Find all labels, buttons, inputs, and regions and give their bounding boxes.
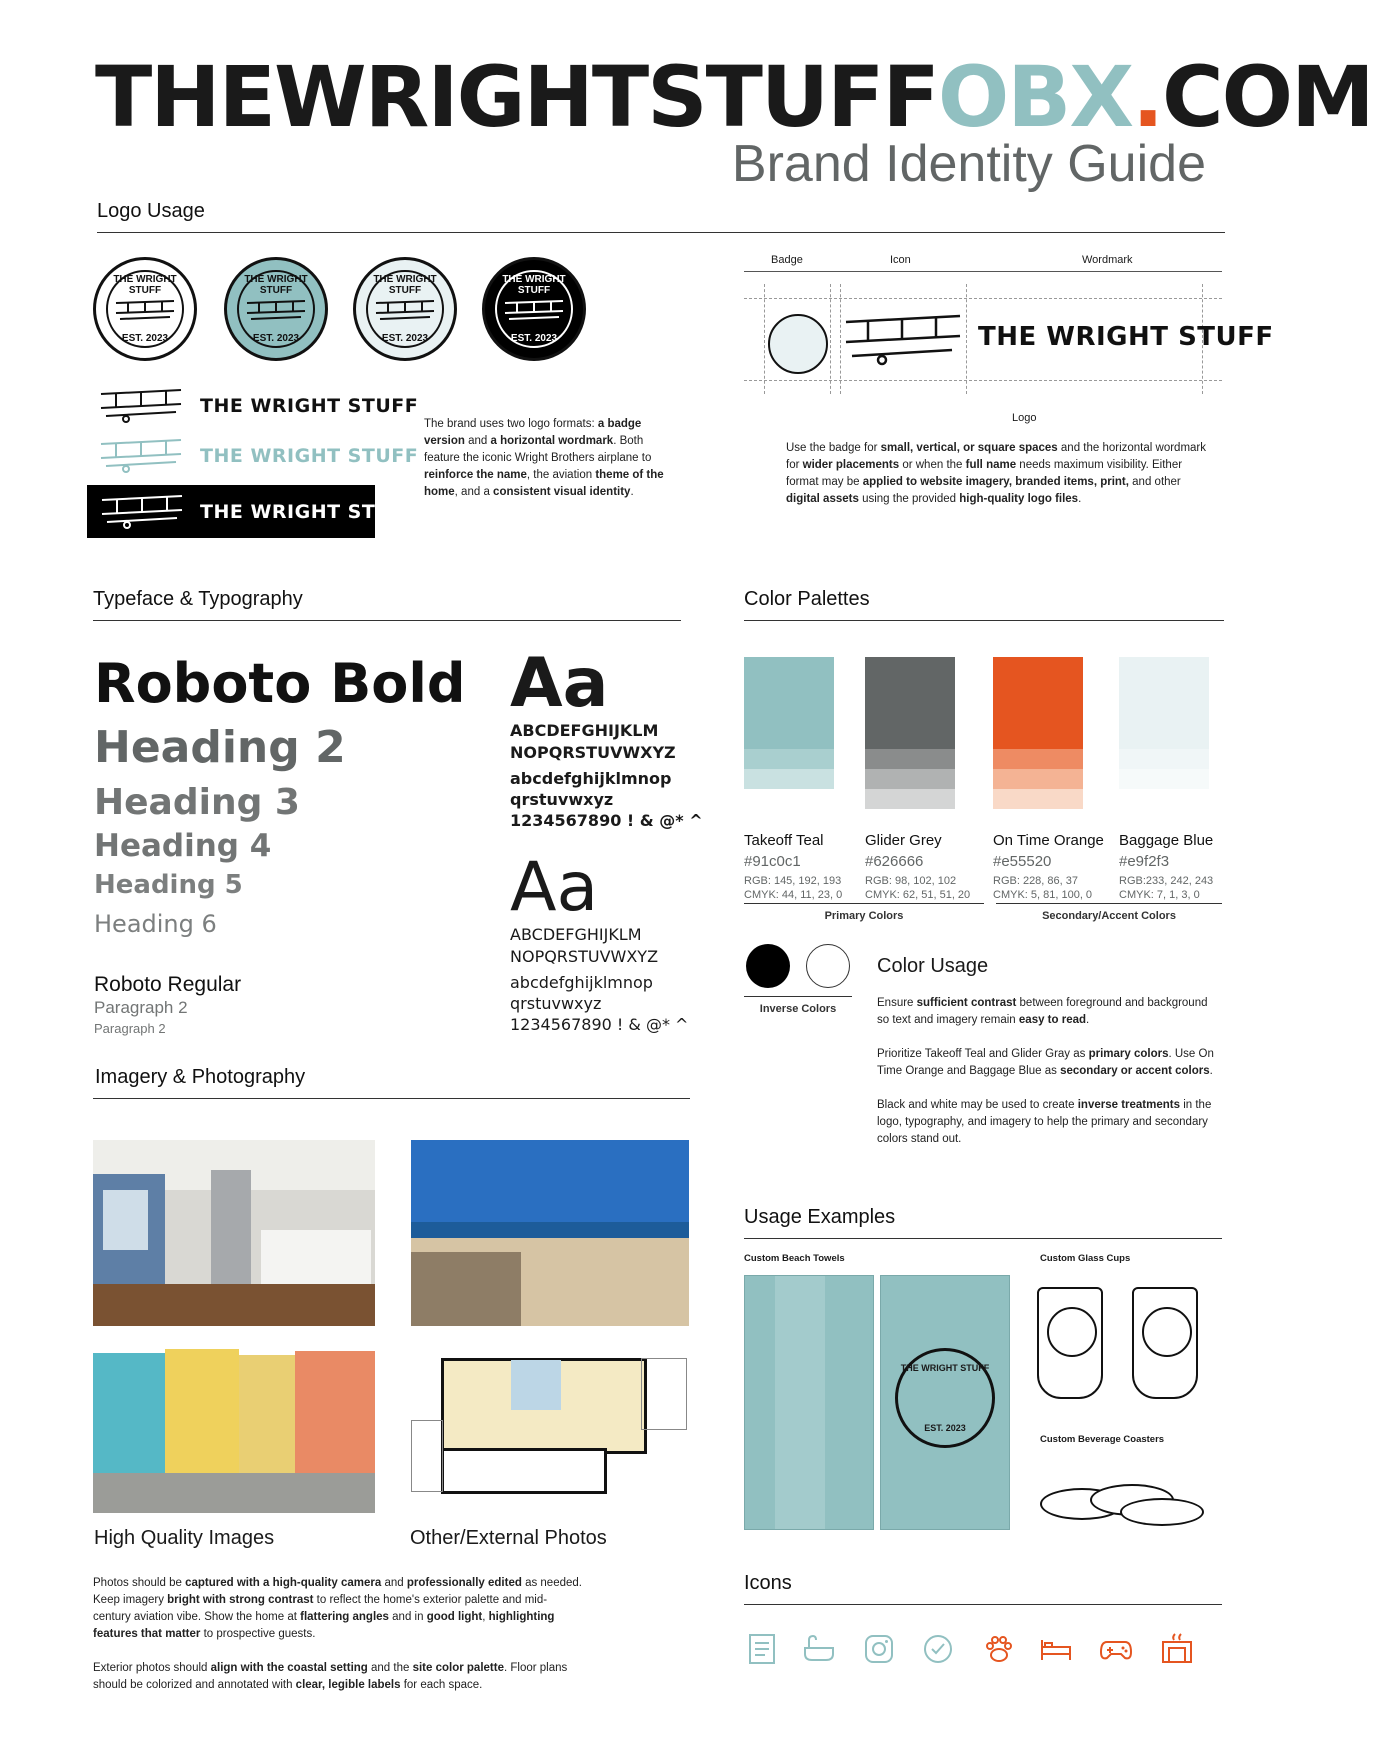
- title-part-com: COM: [1162, 48, 1373, 146]
- badge-top-text: THE WRIGHT STUFF: [113, 274, 177, 296]
- divider: [93, 620, 681, 621]
- badge-top-text: THE WRIGHT STUFF: [373, 274, 437, 296]
- color-info: [993, 832, 1104, 902]
- instagram-icon: [862, 1632, 896, 1666]
- title-part-dot: .: [1132, 48, 1163, 146]
- color-rgb: RGB: 98, 102, 102: [865, 875, 957, 887]
- badge-top-text: THE WRIGHT STUFF: [244, 274, 308, 296]
- towel-badge: THE WRIGHT STUFF EST. 2023: [895, 1348, 995, 1448]
- icons-heading: Icons: [744, 1572, 792, 1594]
- anatomy-wordmark-text: THE WRIGHT STUFF: [978, 322, 1274, 352]
- sample-h2: Heading 2: [94, 722, 346, 773]
- color-hex: #e9f2f3: [1119, 853, 1170, 870]
- anatomy-logo-label: Logo: [1012, 412, 1037, 424]
- divider: [744, 1604, 1222, 1605]
- wordmark-text: THE WRIGHT STUFF: [200, 501, 419, 523]
- divider: [93, 1098, 690, 1099]
- sample-h4: Heading 4: [94, 828, 272, 864]
- color-hex: #e55520: [993, 853, 1052, 870]
- colors-heading: Color Palettes: [744, 588, 870, 610]
- regular-specimen: Aa ABCDEFGHIJKLM NOPQRSTUVWXYZ abcdefghijklmnop qrstuvwxyz 1234567890 ! & @* ^: [510, 848, 689, 1034]
- color-cmyk: CMYK: 7, 1, 3, 0: [1119, 889, 1200, 901]
- coasters-label: Custom Beverage Coasters: [1040, 1434, 1165, 1445]
- airplane-icon: [503, 298, 565, 322]
- beach-towel-back: [744, 1275, 874, 1530]
- divider: [744, 1238, 1222, 1239]
- color-swatch: [744, 657, 834, 789]
- anatomy-labels: [744, 254, 1224, 268]
- airplane-icon: [114, 298, 176, 322]
- anatomy-dimension-line: [744, 271, 1222, 272]
- logo-badge: [482, 257, 586, 361]
- wordmark-inverse: [87, 485, 419, 538]
- check-circle-icon: [921, 1632, 955, 1666]
- logo-badge: [224, 257, 328, 361]
- glass-cup-1: [1037, 1287, 1103, 1399]
- primary-colors-label: Primary Colors: [824, 910, 904, 922]
- color-info: [1119, 832, 1213, 902]
- paw-icon: [982, 1632, 1016, 1666]
- inverse-white-swatch: [806, 944, 850, 988]
- inverse-black-swatch: [746, 944, 790, 988]
- color-tint: [993, 749, 1083, 769]
- color-tint: [865, 789, 955, 809]
- glass-cup-2: [1132, 1287, 1198, 1399]
- color-swatch: [1119, 657, 1209, 789]
- typography-heading: Typeface & Typography: [93, 588, 303, 610]
- hq-images-label: High Quality Images: [94, 1527, 275, 1549]
- sample-h6: Heading 6: [94, 910, 217, 938]
- beach-photo: [411, 1140, 689, 1326]
- color-tint: [744, 769, 834, 789]
- color-name: Glider Grey: [865, 832, 942, 849]
- color-info: [865, 832, 970, 902]
- logo-anatomy-diagram: [744, 284, 1274, 394]
- wordmark-black: [96, 386, 419, 426]
- townhouse-photo: [93, 1333, 375, 1513]
- anatomy-badge-label: Badge: [771, 254, 803, 266]
- gamepad-icon: [1099, 1632, 1133, 1666]
- color-cmyk: CMYK: 5, 81, 100, 0: [993, 889, 1093, 901]
- sample-paragraph: Paragraph 2: [94, 998, 188, 1017]
- airplane-icon: [245, 298, 307, 322]
- secondary-colors-label: Secondary/Accent Colors: [1042, 910, 1176, 922]
- inverse-rule: [744, 996, 852, 997]
- badge-bottom-text: EST. 2023: [381, 333, 429, 344]
- other-photos-label: Other/External Photos: [410, 1527, 607, 1549]
- color-tint: [865, 769, 955, 789]
- color-tint: [993, 657, 1083, 749]
- imagery-heading: Imagery & Photography: [95, 1066, 306, 1088]
- regular-aa: Aa: [510, 848, 599, 927]
- cups-label: Custom Glass Cups: [1040, 1253, 1131, 1264]
- color-rgb: RGB:233, 242, 243: [1119, 875, 1214, 887]
- inverse-colors-label: Inverse Colors: [759, 1003, 837, 1015]
- brand-title: [95, 48, 1373, 146]
- anatomy-icon-label: Icon: [890, 254, 911, 266]
- wordmark-text: THE WRIGHT STUFF: [200, 395, 419, 417]
- divider: [97, 232, 1225, 233]
- badge-bottom-text: EST. 2023: [121, 333, 169, 344]
- bathtub-icon: [802, 1632, 836, 1666]
- logo-usage-heading: Logo Usage: [97, 200, 205, 222]
- color-tint: [865, 657, 955, 749]
- color-rgb: RGB: 228, 86, 37: [993, 875, 1078, 887]
- color-tint: [1119, 657, 1209, 749]
- wordmark-text: THE WRIGHT STUFF: [200, 445, 419, 467]
- badge-top-text: THE WRIGHT STUFF: [502, 274, 566, 296]
- color-tint: [1119, 769, 1209, 789]
- color-name: Takeoff Teal: [744, 832, 824, 849]
- badge-bottom-text: EST. 2023: [252, 333, 300, 344]
- color-usage-text: Ensure sufficient contrast between foreground and background so text and imagery remain easy to read. Prioritize Takeoff Teal and Glider Gray as primary colors. Use On Time Orange and Baggage Blue as secondary or accent colors. Black and white may be used to create inverse treatments in the logo, typography, and imagery to help the primary and secondary colors stand out.: [877, 997, 1214, 1145]
- brand-subtitle: Brand Identity Guide: [731, 135, 1206, 193]
- color-tint: [865, 749, 955, 769]
- logo-description: The brand uses two logo formats: a badge version and a horizontal wordmark. Both feature the iconic Wright Brothers airplane to reinforce the name, the aviation theme of the home, and a consistent visual identity.: [424, 418, 664, 498]
- kitchen-photo: [93, 1140, 375, 1326]
- color-swatch: [993, 657, 1083, 809]
- bed-icon: [1039, 1632, 1073, 1666]
- document-icon: [745, 1632, 779, 1666]
- color-hex: #626666: [865, 853, 924, 870]
- mini-badge: [768, 314, 828, 374]
- sample-h3: Heading 3: [94, 782, 300, 823]
- usage-examples-heading: Usage Examples: [744, 1206, 896, 1228]
- title-part-black: THEWRIGHTSTUFF: [95, 48, 938, 146]
- airplane-icon: [97, 492, 187, 532]
- color-usage-heading: Color Usage: [877, 955, 989, 977]
- airplane-icon: [96, 436, 186, 476]
- badge-bottom-text: EST. 2023: [510, 333, 558, 344]
- anatomy-wordmark-label: Wordmark: [1082, 254, 1133, 266]
- logo-badge: [353, 257, 457, 361]
- color-hex: #91c0c1: [744, 853, 801, 870]
- color-cmyk: CMYK: 44, 11, 23, 0: [744, 889, 843, 901]
- primary-rule: [744, 903, 984, 904]
- bold-specimen: Aa ABCDEFGHIJKLM NOPQRSTUVWXYZ abcdefghijklmnop qrstuvwxyz 1234567890 ! & @* ^: [510, 644, 703, 830]
- sample-h1: Roboto Bold: [94, 652, 466, 715]
- color-tint: [744, 657, 834, 749]
- sample-paragraph-small: Paragraph 2: [94, 1021, 166, 1036]
- color-swatch: [865, 657, 955, 809]
- secondary-rule: [996, 903, 1222, 904]
- color-info: [744, 832, 842, 902]
- imagery-text: Photos should be captured with a high-quality camera and professionally edited as needed. Keep imagery bright with strong contrast to reflect the home's exterior palette and mid-century aviation vibe. Show the home at flattering angles and in good light, highlighting features that matter to prospective guests. Exterior photos should align with the coastal setting and the site color palette. Floor plans should be colorized and annotated with clear, legible labels for each space.: [93, 1577, 582, 1691]
- sample-h5: Heading 5: [94, 870, 243, 900]
- fireplace-icon: [1160, 1632, 1194, 1666]
- wordmark-teal: [96, 436, 419, 476]
- logo-badge: [93, 257, 197, 361]
- floor-plan: [411, 1350, 689, 1500]
- color-name: Baggage Blue: [1119, 832, 1214, 849]
- color-tint: [744, 749, 834, 769]
- color-tint: [1119, 749, 1209, 769]
- divider: [744, 620, 1224, 621]
- airplane-icon: [842, 310, 964, 370]
- color-tint: [993, 769, 1083, 789]
- color-name: On Time Orange: [993, 832, 1104, 849]
- color-tint: [993, 789, 1083, 809]
- beach-towel-front: [880, 1275, 1010, 1530]
- coasters: [1040, 1480, 1220, 1530]
- towels-label: Custom Beach Towels: [744, 1253, 845, 1264]
- bold-aa: Aa: [510, 644, 609, 723]
- sample-regular: Roboto Regular: [94, 973, 242, 996]
- title-part-teal: OBX: [937, 48, 1133, 146]
- airplane-icon: [374, 298, 436, 322]
- color-rgb: RGB: 145, 192, 193: [744, 875, 842, 887]
- logo-usage-text: Use the badge for small, vertical, or square spaces and the horizontal wordmark for wider placements or when the full name needs maximum visibility. Either format may be applied to website imagery, branded items, print, and other digital assets using the provided high-quality logo files.: [786, 442, 1207, 505]
- color-cmyk: CMYK: 62, 51, 51, 20: [865, 889, 971, 901]
- airplane-icon: [96, 386, 186, 426]
